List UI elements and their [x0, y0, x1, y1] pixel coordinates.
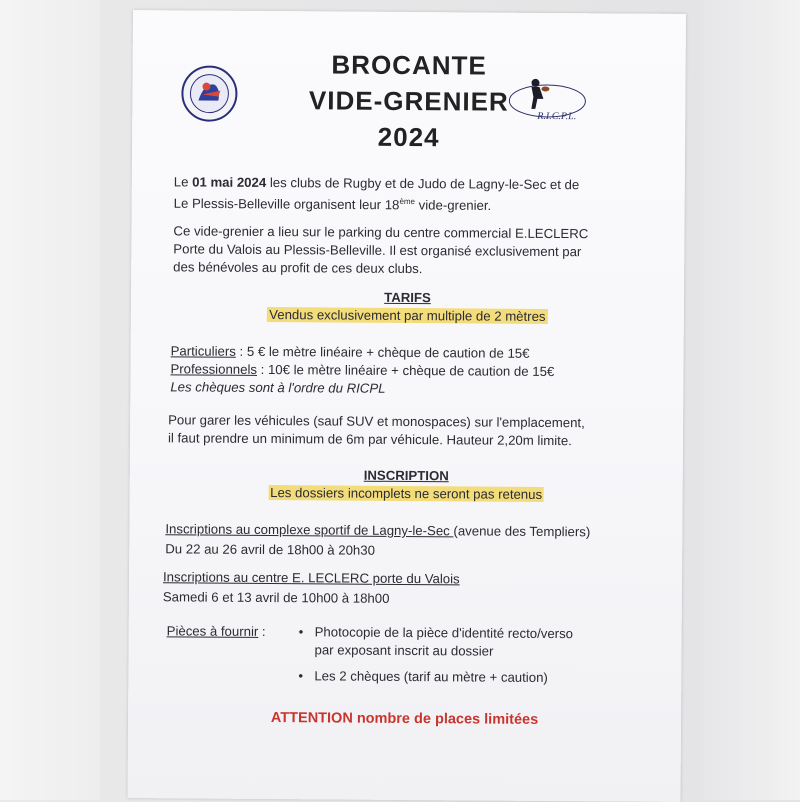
event-date: 01 mai 2024: [192, 174, 267, 191]
bullet-dot-icon: •: [298, 624, 304, 640]
tarif-particuliers: Particuliers : 5 € le mètre linéaire + chèque de caution de 15€: [170, 343, 530, 361]
location-line-1: Ce vide-grenier a lieu sur le parking du centre commercial E.LECLERC: [173, 223, 589, 242]
background-left: [0, 0, 100, 800]
inscription-highlight: Les dossiers incomplets ne seront pas retenus: [270, 485, 543, 502]
attention-note: ATTENTION nombre de places limitées: [270, 710, 539, 728]
tarifs-heading: TARIFS: [384, 289, 431, 306]
title-line-3: 2024: [377, 121, 440, 153]
cheques-note: Les chèques sont à l'ordre du RICPL: [170, 379, 386, 396]
bullet-dot-icon: •: [298, 668, 304, 684]
rugby-logo-text: R.I.C.P.L.: [537, 110, 577, 122]
inscription-dates-2: Samedi 6 et 13 avril de 10h00 à 18h00: [162, 589, 390, 606]
pieces-label: Pièces à fournir :: [166, 623, 266, 640]
rugby-club-logo: [507, 75, 589, 122]
bullet-1-cont: par exposant inscrit au dossier: [314, 642, 494, 659]
flyer-paper: BROCANTE VIDE-GRENIER 2024 R.I.C.P.L. Le 01 mai 2024 les clubs de Rugby et de Judo de Lagny-le-Sec et de Le Plessis-Belleville organisent leur 18ème vide-grenier. Ce vide-grenier a lieu sur le parking du centre commercial E.LECLERC Porte du Valois au Plessis-Belleville. Il est organisé exclusivement par des bénévoles au profit de ces deux clubs. TARIFS Vendus exclusivement par multiple de 2 mètres Particuliers : 5 € le mètre linéaire + chèque de caution de 15€ Professionnels : 10€ le mètre linéaire + chèque de caution de 15€ Les chèques sont à l'ordre du RICPL Pour garer les véhicules (sauf SUV et monospaces) sur l'emplacement, il faut prendre un minimum de 6m par véhicule. Hauteur 2,20m limite. INSCRIPTION Les dossiers incomplets ne seront pas retenus Inscriptions au complexe sportif de Lagny-le-Sec (avenue des Templiers) Du 22 au 26 avril de 18h00 à 20h30 Inscriptions au centre E. LECLERC porte du Valois Samedi 6 et 13 avril de 10h00 à 18h00 Pièces à fournir : • Photocopie de la pièce d'identité recto/verso par exposant inscrit au dossier • Les 2 chèques (tarif au mètre + caution) ATTENTION nombre de places limitées: [128, 10, 686, 802]
intro-line-1: Le 01 mai 2024 les clubs de Rugby et de Judo de Lagny-le-Sec et de: [173, 174, 580, 193]
background-right: [700, 0, 800, 800]
inscription-location-2: Inscriptions au centre E. LECLERC porte du Valois: [162, 569, 460, 587]
inscription-dates-1: Du 22 au 26 avril de 18h00 à 20h30: [165, 541, 375, 558]
location-line-2: Porte du Valois au Plessis-Belleville. Il est organisé exclusivement par: [173, 241, 582, 260]
tarifs-highlight: Vendus exclusivement par multiple de 2 mètres: [269, 307, 546, 324]
intro-line-2: Le Plessis-Belleville organisent leur 18ème vide-grenier.: [173, 195, 492, 213]
location-line-3: des bénévoles au profit de ces deux clubs.: [173, 259, 423, 277]
inscription-location-1: Inscriptions au complexe sportif de Lagny-le-Sec (avenue des Templiers): [165, 521, 591, 540]
vehicules-line-2: il faut prendre un minimum de 6m par véhicule. Hauteur 2,20m limite.: [167, 430, 572, 449]
tarif-professionnels: Professionnels : 10€ le mètre linéaire + chèque de caution de 15€: [170, 361, 555, 380]
title-line-2: VIDE-GRENIER: [308, 85, 509, 117]
inscription-heading: INSCRIPTION: [363, 467, 449, 484]
vehicules-line-1: Pour garer les véhicules (sauf SUV et monospaces) sur l'emplacement,: [168, 412, 585, 431]
title-line-1: BROCANTE: [331, 49, 487, 81]
